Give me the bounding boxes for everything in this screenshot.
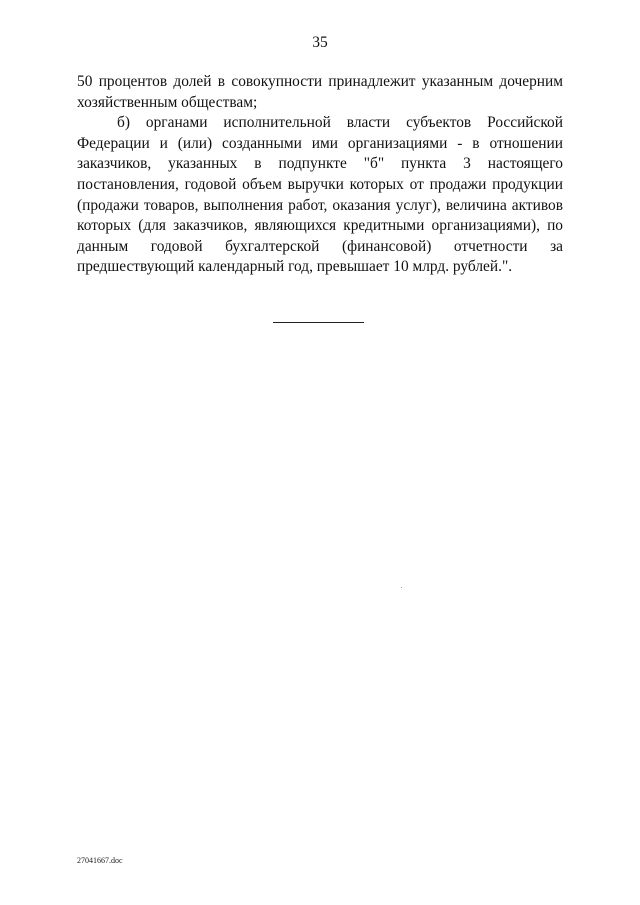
- paragraph-continuation: 50 процентов долей в совокупности принадлежит указанным дочерним хозяйственным обществам;: [77, 73, 563, 111]
- paragraph-subclause-b: б) органами исполнительной власти субъектов Российской Федерации и (или) созданными ими организациями - в отношении заказчиков, указанных в подпункте "б" пункта 3 настоящего постановления, годовой объем выручки которых от продажи продукции (продажи товаров, выполнения работ, оказания услуг), величина активов которых (для заказчиков, являющихся кредитными организациями), по данным годовой бухгалтерской (финансовой) отчетности за предшествующий календарный год, превышает 10 млрд. рублей.".: [77, 114, 563, 276]
- scan-speck: [401, 587, 402, 588]
- page-number: 35: [312, 34, 328, 51]
- document-code: 27041667.doc: [77, 856, 123, 865]
- body-text: [77, 72, 563, 278]
- end-of-text-rule: [273, 322, 364, 323]
